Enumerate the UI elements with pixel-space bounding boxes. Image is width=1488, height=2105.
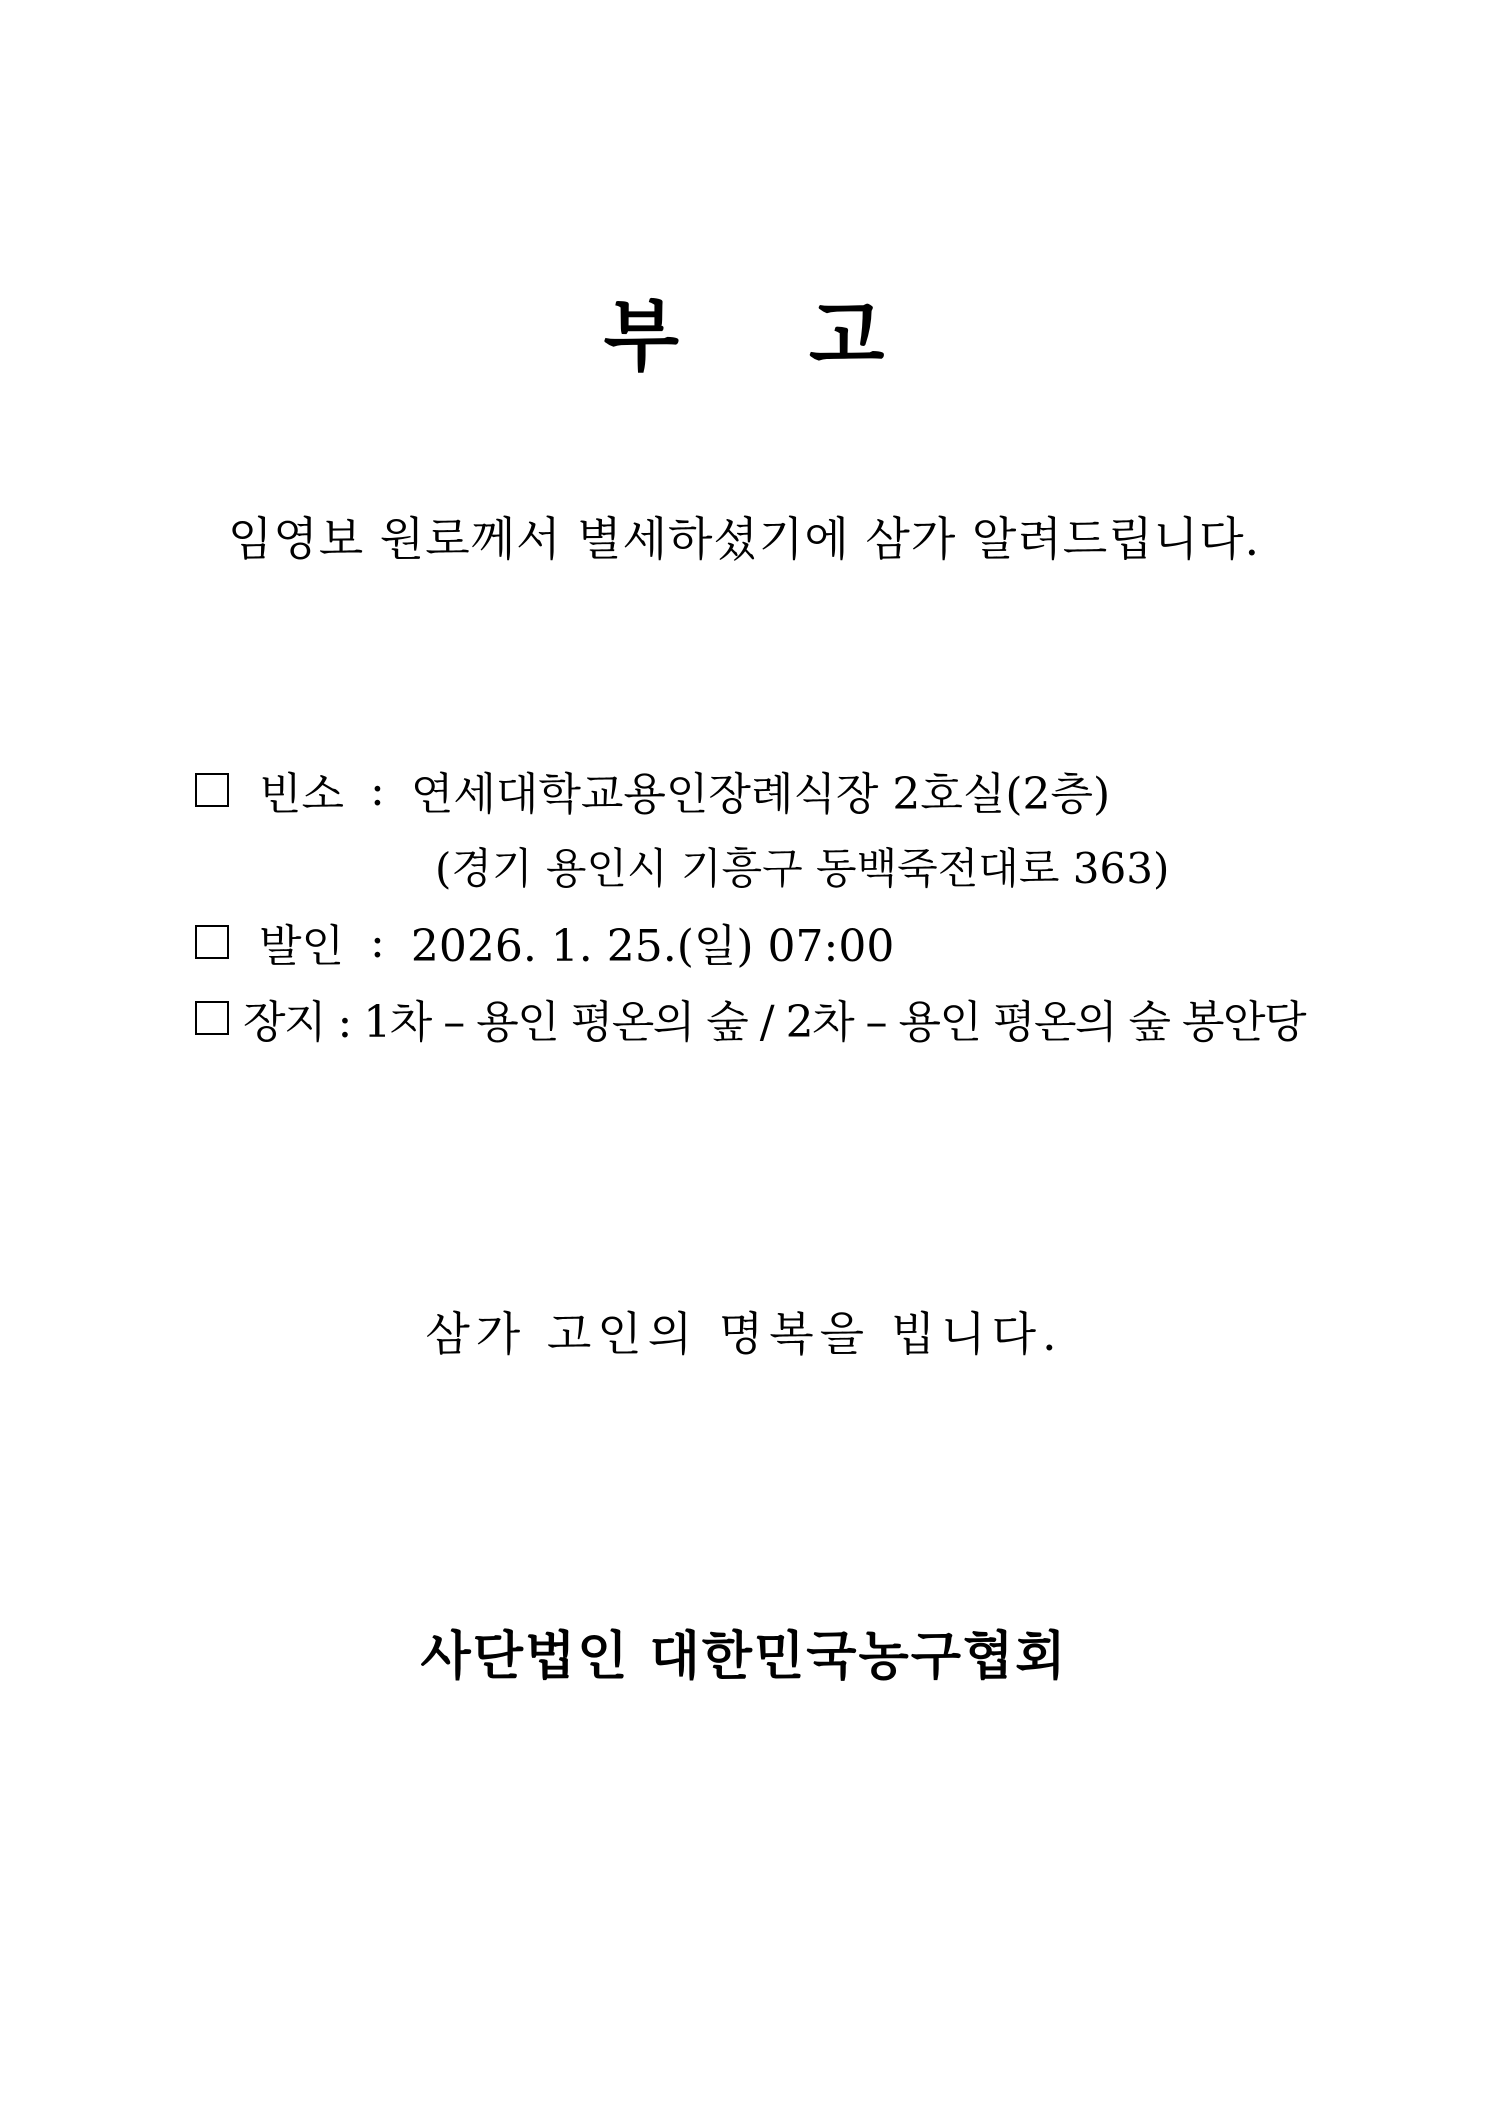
checkbox-icon — [195, 925, 229, 959]
departure-value: 2026. 1. 25.(일) 07:00 — [410, 921, 895, 972]
funeral-hall-colon: : — [370, 764, 385, 816]
departure-colon: : — [370, 916, 385, 968]
title-char-2: 고 — [809, 291, 885, 382]
burial-text: 장지 : 1차 – 용인 평온의 숲 / 2차 – 용인 평온의 숲 봉안당 — [243, 997, 1306, 1048]
organization-name: 사단법인 대한민국농구협회 — [420, 1626, 1068, 1687]
checkbox-icon — [195, 1001, 229, 1035]
funeral-hall-label: 빈소 — [259, 769, 345, 820]
condolence-text: 삼가 고인의 명복을 빕니다. — [425, 1307, 1063, 1361]
funeral-hall-address: (경기 용인시 기흥구 동백죽전대로 363) — [435, 844, 1170, 893]
title-char-1: 부 — [603, 291, 679, 382]
funeral-hall-value: 연세대학교용인장례식장 2호실(2층) — [410, 769, 1111, 820]
details-list — [195, 752, 1395, 1056]
departure-line — [195, 904, 1395, 980]
funeral-hall-line — [195, 752, 1395, 828]
checkbox-icon — [195, 773, 229, 807]
announcement-text: 임영보 원로께서 별세하셨기에 삼가 알려드립니다. — [227, 512, 1261, 566]
burial-line — [195, 980, 1395, 1056]
obituary-title — [0, 291, 1488, 382]
departure-label: 발인 — [259, 921, 345, 972]
